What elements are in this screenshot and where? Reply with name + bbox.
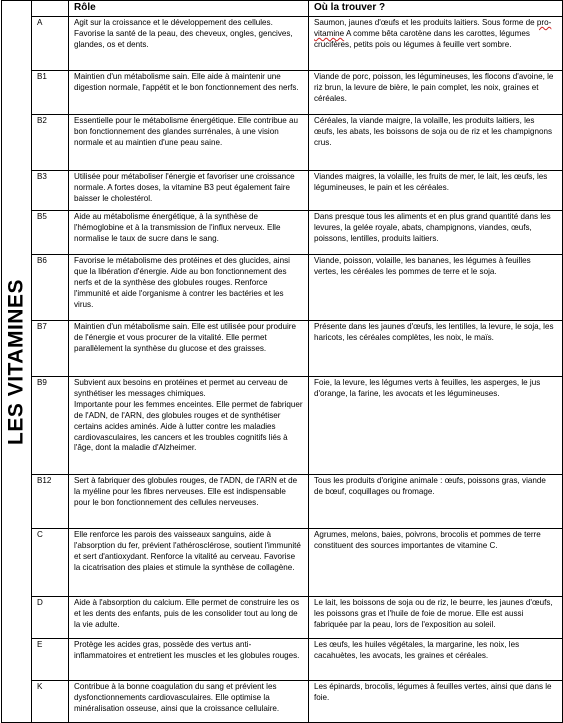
vitamin-name: A [32,17,69,71]
table-row [2,321,563,377]
vitamin-sources: Viande de porc, poisson, les légumineuses, les flocons d'avoine, le riz brun, la levure de bière, le pain complet, les noix, graines et céréales. [309,71,563,115]
table-row [2,17,563,71]
vitamin-role: Aide au métabolisme énergétique, à la synthèse de l'hémoglobine et à la transmission de l'influx nerveux. Elle normalise le taux de sucre dans le sang. [69,211,309,255]
vitamin-role: Maintien d'un métabolisme sain. Elle est utilisée pour produire de l'énergie et vous procurer de la vitalité. Elle permet parallèlement la synthèse du glucose et des graisses. [69,321,309,377]
table-row [2,211,563,255]
table-row [2,639,563,681]
vitamin-sources: Céréales, la viande maigre, la volaille, les produits laitiers, les œufs, les abats, les boissons de soja ou de riz et les champignons crus. [309,115,563,171]
vitamin-name: D [32,597,69,639]
vitamin-role: Elle renforce les parois des vaisseaux sanguins, aide à l'absorption du fer, prévient l'athérosclérose, soutient l'immunité et sert d'antioxydant. Renforce la vitalité au cerveau. Favorise la cicatrisation des plaies et stimule la synthèse de collagène. [69,529,309,597]
vitamin-sources: Le lait, les boissons de soja ou de riz, le beurre, les jaunes d'œufs, les poissons gras et l'huile de foie de morue. Elle est aussi fabriquée par la peau, lors de l'exposition au soleil. [309,597,563,639]
side-title-cell [2,1,32,723]
vitamin-sources-text-continued: A comme bêta carotène dans les carottes, légumes crucifères, petits pois ou légumes à feuille vert sombre. [314,28,530,49]
vitamin-name: K [32,681,69,723]
vitamin-name: B5 [32,211,69,255]
vitamin-role: Maintien d'un métabolisme sain. Elle aide à maintenir une digestion normale, l'appétit et le bon fonctionnement des nerfs. [69,71,309,115]
vitamin-sources: Foie, la levure, les légumes verts à feuilles, les asperges, le jus d'orange, la farine, les avocats et les légumineuses. [309,377,563,475]
vitamin-role [69,377,309,475]
vitamin-name: B2 [32,115,69,171]
vitamin-role: Aide à l'absorption du calcium. Elle permet de construire les os et les dents des enfants, puis de les consolider tout au long de la vie adulte. [69,597,309,639]
table-row [2,597,563,639]
vitamin-sources: Viandes maigres, la volaille, les fruits de mer, le lait, les œufs, les légumineuses, le pain et les céréales. [309,171,563,211]
vitamin-sources: Viande, poisson, volaille, les bananes, les légumes à feuilles vertes, les céréales les pommes de terre et le soja. [309,255,563,321]
table-row [2,377,563,475]
vitamin-name: B9 [32,377,69,475]
header-row [2,1,563,17]
vitamin-role: Agit sur la croissance et le développement des cellules. Favorise la santé de la peau, des cheveux, ongles, gencives, glandes, os et dents. [69,17,309,71]
vitamin-role: Favorise le métabolisme des protéines et des glucides, ainsi que la libération d'énergie. Aide au bon fonctionnement des nerfs et de la synthèse des globules rouges. Renforce l'immunité et aide l'organisme à contrer les bactéries et les virus. [69,255,309,321]
vitamin-sources-text: Saumon, jaunes d'œufs et les produits laitiers. Sous forme de [314,18,537,27]
vitamin-role: Contribue à la bonne coagulation du sang et prévient les dysfonctionnements cardiovasculaires. Elle optimise la minéralisation osseuse, ainsi que la croissance cellulaire. [69,681,309,723]
header-empty-cell [32,1,69,17]
side-title: LES VITAMINES [4,278,28,445]
table-row [2,475,563,529]
vitamin-name: B7 [32,321,69,377]
vitamin-name: B12 [32,475,69,529]
vitamin-name: B6 [32,255,69,321]
table-row [2,529,563,597]
vitamin-sources: Agrumes, melons, baies, poivrons, brocolis et pommes de terre constituent des sources importantes de vitamine C. [309,529,563,597]
vitamin-sources: Présente dans les jaunes d'œufs, les lentilles, la levure, le soja, les haricots, les céréales complètes, les noix, le maïs. [309,321,563,377]
vitamin-role: Essentielle pour le métabolisme énergétique. Elle contribue au bon fonctionnement des glandes surrénales, à une vision normale et au maintien d'une peau saine. [69,115,309,171]
table-row [2,255,563,321]
vitamin-name: C [32,529,69,597]
spellcheck-flagged-word: pro-vitamine [314,18,552,38]
vitamin-role: Protège les acides gras, possède des vertus anti-inflammatoires et entretient les muscles et les globules rouges. [69,639,309,681]
vitamin-sources: Les œufs, les huiles végétales, la margarine, les noix, les cacahuètes, les avocats, les graines et céréales. [309,639,563,681]
table-row [2,115,563,171]
vitamin-role-paragraph: Importante pour les femmes enceintes. Elle permet de fabriquer de l'ADN, de l'ARN, des globules rouges et de synthétiser certains acides aminés. Aide à lutter contre les maladies cardiovasculaires, les cancers et les troubles cognitifs liés à l'âge, dont la maladie d'Alzheimer. [74,399,303,453]
vitamin-sources [309,17,563,71]
header-where: Où la trouver ? [309,1,563,17]
table-row [2,71,563,115]
vitamin-sources: Dans presque tous les aliments et en plus grand quantité dans les levures, la gelée royale, abats, champignons, viandes, œufs, poissons, lentilles, produits laitiers. [309,211,563,255]
header-role: Rôle [69,1,309,17]
vitamin-role-paragraph: Subvient aux besoins en protéines et permet au cerveau de synthétiser les messages chimiques. [74,378,288,398]
vitamin-sources: Tous les produits d'origine animale : œufs, poissons gras, viande de bœuf, coquillages ou fromage. [309,475,563,529]
vitamin-role: Utilisée pour métaboliser l'énergie et favoriser une croissance normale. A fortes doses, la vitamine B3 peut également faire baisser le cholestérol. [69,171,309,211]
table-row [2,681,563,723]
vitamin-role: Sert à fabriquer des globules rouges, de l'ADN, de l'ARN et de la myéline pour les fibres nerveuses. Elle est indispensable pour le bon fonctionnement des cellules nerveuses. [69,475,309,529]
vitamin-name: E [32,639,69,681]
vitamin-sources: Les épinards, brocolis, légumes à feuilles vertes, ainsi que dans le foie. [309,681,563,723]
vitamins-table [1,0,563,723]
vitamin-name: B1 [32,71,69,115]
vitamin-name: B3 [32,171,69,211]
table-row [2,171,563,211]
